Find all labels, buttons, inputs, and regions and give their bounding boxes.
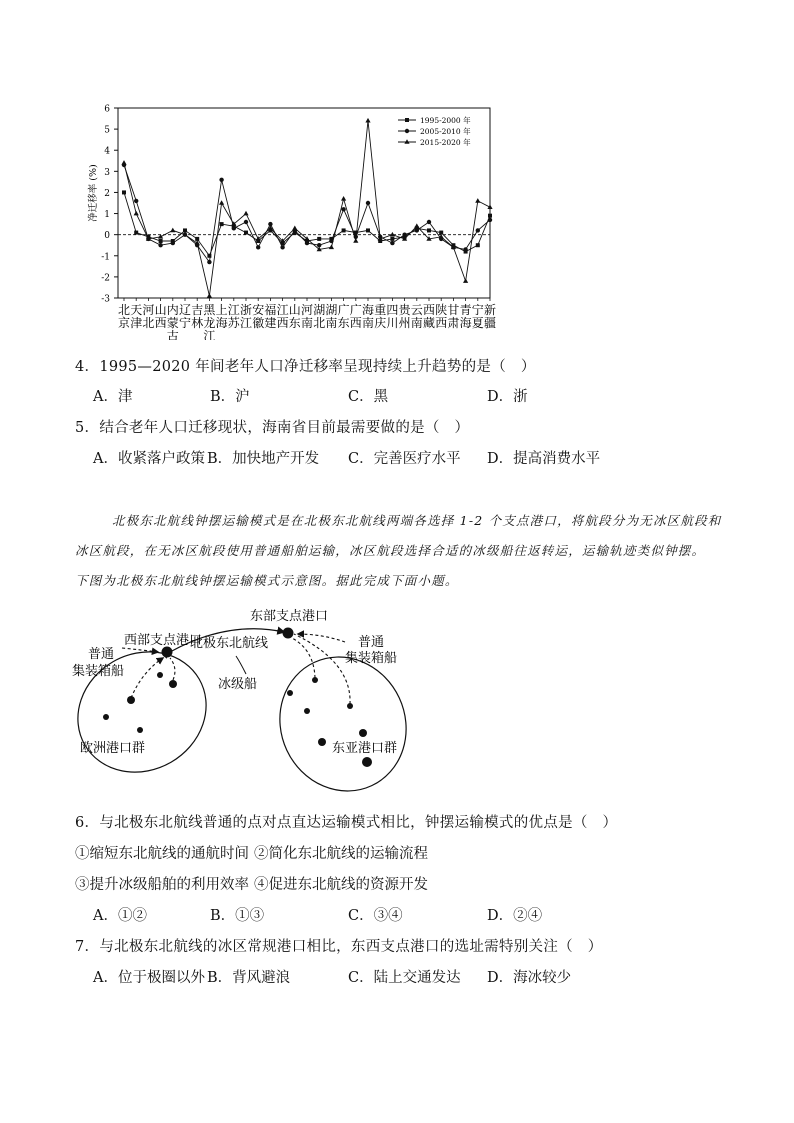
x-tick-label — [240, 302, 252, 330]
x-tick-label-char: 南 — [325, 316, 338, 330]
x-tick-label-char: 辽 — [178, 303, 192, 317]
q5-option-d[interactable]: D．提高消费水平 — [487, 451, 601, 467]
data-point — [305, 241, 309, 245]
data-point — [488, 218, 492, 222]
q4-option-d[interactable]: D．浙 — [487, 389, 528, 405]
x-tick-label-char: 北 — [313, 316, 326, 330]
x-tick-label — [191, 302, 203, 330]
x-tick-label-char: 京 — [117, 316, 131, 330]
x-tick-label — [472, 303, 484, 330]
legend-label: 1995-2000 年 — [420, 116, 471, 125]
east-asia-feeder-path — [292, 638, 315, 678]
q6-statement-2: ②简化东北航线的运输流程 — [254, 846, 428, 862]
y-tick-label: -1 — [101, 252, 110, 263]
data-point — [292, 226, 297, 231]
data-point — [366, 228, 370, 232]
data-point — [475, 198, 480, 203]
question-5-stem: 5．结合老年人口迁移现状，海南省目前最需要做的是（ ） — [75, 420, 470, 436]
europe-feeder-path — [131, 658, 163, 698]
series-line — [124, 165, 490, 262]
x-tick-label-char: 山 — [288, 303, 301, 317]
data-point — [207, 293, 212, 298]
x-tick-label — [460, 302, 472, 330]
question-7-stem: 7．与北极东北航线的冰区常规港口相比，东西支点港口的选址需特别关注（ ） — [75, 939, 603, 955]
east-asia-port-dot — [287, 690, 293, 696]
data-point — [317, 237, 321, 241]
question-4-stem: 4．1995—2020 年间老年人口净迁移率呈现持续上升趋势的是（ ） — [75, 359, 536, 375]
plot-frame — [118, 108, 490, 298]
x-tick-label-char: 贵 — [398, 303, 411, 317]
x-tick-label-char: 吉 — [191, 303, 204, 317]
x-tick-label-char: 建 — [264, 316, 277, 330]
x-tick-label-char: 津 — [130, 316, 143, 330]
q4-option-b[interactable]: B．沪 — [210, 389, 250, 405]
y-tick-label: -2 — [101, 273, 110, 284]
x-tick-label-char: 东 — [288, 316, 301, 330]
x-tick-label-char: 云 — [410, 303, 423, 317]
passage-line-1: 北极东北航线钟摆运输模式是在北极东北航线两端各选择 1-2 个支点港口，将航段分为无冰区航段和 — [112, 513, 722, 528]
x-tick-label-char: 龙 — [203, 316, 216, 330]
x-tick-label — [399, 302, 412, 330]
q6-statement-1: ①缩短东北航线的通航时间 — [75, 846, 249, 862]
data-point — [170, 228, 175, 233]
question-6-stem: 6．与北极东北航线普通的点对点直达运输模式相比，钟摆运输模式的优点是（ ） — [75, 815, 618, 831]
x-tick-label-char: 江 — [203, 329, 216, 340]
x-tick-label-char: 西 — [154, 316, 167, 330]
y-tick-label: 1 — [104, 210, 110, 221]
data-point — [341, 207, 345, 211]
x-tick-label — [118, 303, 130, 330]
x-tick-label-char: 肃 — [447, 316, 460, 330]
q6-option-c[interactable]: C．③④ — [348, 908, 403, 924]
x-tick-label-char: 内 — [166, 303, 179, 317]
x-tick-label-char: 北 — [117, 303, 131, 317]
europe-port-cluster-outline — [60, 629, 228, 795]
x-tick-label-char: 江 — [227, 303, 240, 317]
x-tick-label-char: 天 — [130, 303, 143, 317]
q6-option-d[interactable]: D．②④ — [487, 908, 543, 924]
series-line — [124, 192, 490, 255]
data-point — [121, 160, 126, 165]
x-tick-label — [228, 303, 241, 330]
x-tick-label — [325, 302, 337, 330]
y-tick-label: 5 — [104, 125, 110, 136]
x-tick-label-char: 海 — [361, 303, 375, 317]
x-tick-label — [289, 303, 301, 330]
europe-port-dot — [169, 680, 177, 688]
data-point — [244, 231, 248, 235]
x-tick-label-char: 徽 — [252, 316, 265, 330]
right-ordinary-ship-label-2: 集装箱船 — [345, 651, 398, 666]
x-tick-label — [313, 302, 325, 330]
data-point — [243, 211, 248, 216]
x-tick-label-char: 南 — [361, 316, 375, 330]
x-tick-label-char: 西 — [276, 316, 289, 330]
x-tick-label-char: 南 — [300, 316, 314, 330]
legend-label: 2005-2010 年 — [420, 127, 471, 136]
x-tick-label-char: 河 — [142, 303, 155, 317]
x-tick-label-char: 浙 — [239, 303, 253, 317]
data-point — [329, 245, 334, 250]
east-asia-port-dot — [362, 757, 372, 767]
x-tick-label-char: 海 — [215, 316, 228, 330]
y-tick-label: 4 — [104, 146, 110, 157]
passage-line-2: 冰区航段，在无冰区航段使用普通船舶运输，冰区航段选择合适的冰级船往返转运，运输轨迹类似钟摆。 — [75, 543, 706, 558]
europe-port-dot — [137, 727, 143, 733]
y-axis-label: 净迁移率 (%) — [88, 164, 99, 222]
data-point — [183, 228, 187, 232]
x-tick-label-char: 湖 — [325, 303, 338, 317]
x-tick-label — [411, 303, 423, 330]
data-point — [341, 196, 346, 201]
west-support-port-label: 西部支点港口 — [124, 633, 203, 648]
x-tick-label-char: 林 — [191, 316, 204, 330]
q7-option-b[interactable]: B．背风避浪 — [207, 970, 291, 986]
x-tick-label — [277, 303, 289, 330]
x-tick-label-char: 重 — [374, 303, 387, 317]
x-tick-label-char: 江 — [276, 303, 289, 317]
data-point — [414, 223, 419, 228]
legend-marker — [405, 129, 409, 133]
x-tick-label-char: 宁 — [471, 303, 484, 317]
q5-option-a[interactable]: A．收紧落户政策 — [93, 451, 205, 467]
q6-option-b[interactable]: B．①③ — [210, 908, 265, 924]
x-tick-label-char: 东 — [337, 316, 350, 330]
x-tick-label — [179, 303, 191, 330]
legend-marker — [405, 118, 409, 122]
legend-label: 2015-2020 年 — [420, 138, 471, 147]
data-point — [256, 245, 260, 249]
x-tick-label-char: 新 — [483, 303, 497, 317]
q5-option-b[interactable]: B．加快地产开发 — [207, 451, 320, 467]
passage-line-3: 下图为北极东北航线钟摆运输模式示意图。据此完成下面小题。 — [75, 573, 459, 588]
data-point — [122, 190, 126, 194]
data-point — [390, 232, 395, 237]
data-point — [427, 228, 431, 232]
x-tick-label-char: 山 — [154, 303, 167, 317]
x-tick-label — [167, 302, 179, 340]
x-tick-label-char: 苏 — [227, 316, 240, 330]
x-tick-label-char: 四 — [386, 303, 399, 317]
x-tick-label-char: 安 — [252, 303, 265, 317]
x-tick-label-char: 夏 — [471, 316, 484, 330]
q6-statement-4: ④促进东北航线的资源开发 — [254, 877, 428, 893]
x-tick-label — [386, 303, 398, 330]
data-point — [463, 278, 468, 283]
route-label: 北极东北航线 — [190, 636, 269, 651]
data-point — [219, 200, 224, 205]
x-tick-label — [203, 303, 216, 340]
east-asia-port-cluster-label: 东亚港口群 — [332, 741, 398, 756]
ice-ship-pointer — [236, 656, 246, 674]
x-tick-label-char: 南 — [410, 316, 423, 330]
x-tick-label-char: 陕 — [435, 303, 448, 317]
data-point — [463, 247, 467, 251]
data-point — [134, 211, 139, 216]
data-point — [134, 231, 138, 235]
x-tick-label — [423, 303, 435, 330]
east-asia-port-dot — [318, 738, 326, 746]
data-point — [171, 241, 175, 245]
legend-marker — [404, 139, 409, 144]
europe-feeder-path — [170, 658, 175, 680]
x-tick-label-char: 黑 — [203, 303, 216, 317]
data-point — [280, 245, 284, 249]
x-tick-label — [264, 303, 276, 330]
x-tick-label-char: 广 — [337, 303, 350, 317]
data-point — [220, 222, 224, 226]
x-tick-label-char: 广 — [349, 303, 362, 317]
x-tick-label — [362, 303, 374, 330]
x-tick-labels — [118, 302, 496, 340]
series-1 — [122, 190, 492, 257]
data-point — [365, 118, 370, 123]
x-tick-label — [301, 303, 313, 330]
x-tick-label-char: 湖 — [313, 303, 326, 317]
x-tick-label-char: 西 — [422, 303, 436, 317]
data-point — [439, 231, 443, 235]
y-tick-label: 2 — [104, 188, 110, 199]
data-point — [390, 241, 394, 245]
x-tick-label-char: 福 — [264, 303, 277, 317]
ice-ship-label: 冰级船 — [218, 677, 258, 692]
left-ordinary-ship-label-1: 普通 — [88, 647, 115, 662]
x-tick-label-char: 川 — [386, 316, 399, 330]
q4-option-c[interactable]: C．黑 — [348, 389, 389, 405]
x-tick-label-char: 河 — [300, 303, 314, 317]
x-tick-label-char: 甘 — [447, 303, 460, 317]
data-point — [219, 178, 223, 182]
x-tick-label — [155, 303, 167, 330]
europe-port-cluster-label: 欧洲港口群 — [80, 741, 146, 756]
east-asia-port-dot — [304, 708, 310, 714]
data-point — [476, 243, 480, 247]
east-support-port-label: 东部支点港口 — [250, 609, 329, 624]
x-tick-label-char: 宁 — [178, 316, 192, 330]
x-tick-label — [374, 302, 386, 330]
legend-entry — [398, 126, 471, 136]
data-point — [342, 228, 346, 232]
data-point — [390, 237, 394, 241]
x-tick-label-char: 西 — [435, 316, 448, 330]
x-tick-label-char: 北 — [142, 316, 155, 330]
east-asia-port-dot — [359, 729, 367, 737]
x-tick-label-char: 古 — [166, 329, 179, 340]
data-point — [207, 260, 211, 264]
x-tick-label-char: 西 — [349, 316, 362, 330]
left-ordinary-ship-label-2: 集装箱船 — [72, 664, 125, 679]
data-point — [244, 220, 248, 224]
y-tick-label: 3 — [104, 167, 110, 178]
europe-port-dot — [157, 672, 163, 678]
q5-option-c[interactable]: C．完善医疗水平 — [348, 451, 461, 467]
data-point — [476, 228, 480, 232]
data-point — [232, 226, 236, 230]
q6-statement-3: ③提升冰级船舶的利用效率 — [75, 877, 249, 893]
q4-option-a[interactable]: A．津 — [93, 389, 133, 405]
x-tick-label — [350, 302, 362, 330]
legend-entry — [398, 115, 471, 125]
x-tick-label-char: 疆 — [483, 316, 497, 330]
west-support-port-dot — [162, 647, 173, 658]
legend-entry — [398, 137, 471, 147]
x-tick-label — [435, 302, 447, 330]
q7-option-a[interactable]: A．位于极圈以外 — [93, 970, 205, 986]
x-tick-label — [130, 303, 142, 330]
x-tick-label — [252, 302, 264, 330]
q6-option-a[interactable]: A．①② — [93, 908, 147, 924]
x-tick-label — [447, 302, 459, 330]
data-point — [134, 199, 138, 203]
x-tick-label-char: 江 — [239, 316, 253, 330]
data-point — [488, 214, 492, 218]
europe-port-dot — [103, 714, 109, 720]
data-point — [366, 201, 370, 205]
x-tick-label-char: 蒙 — [166, 316, 179, 330]
y-tick-label: -3 — [101, 294, 110, 305]
x-tick-label-char: 庆 — [374, 316, 387, 330]
y-tick-label: 6 — [104, 104, 110, 115]
pendulum-transport-diagram — [60, 600, 420, 800]
x-tick-label — [142, 303, 154, 330]
x-tick-label-char: 藏 — [422, 316, 436, 330]
right-ordinary-ship-label-1: 普通 — [358, 635, 385, 650]
x-tick-label-char: 青 — [459, 303, 472, 317]
data-point — [415, 228, 419, 232]
series-2 — [122, 163, 492, 265]
x-tick-label-char: 上 — [215, 303, 228, 317]
y-tick-label: 0 — [104, 231, 110, 242]
data-point — [195, 237, 199, 241]
data-point — [158, 243, 162, 247]
q7-option-c[interactable]: C．陆上交通发达 — [348, 970, 461, 986]
x-tick-label-char: 海 — [459, 316, 472, 330]
x-tick-label — [216, 302, 228, 330]
q7-option-d[interactable]: D．海冰较少 — [487, 970, 572, 986]
chart-legend — [398, 115, 471, 147]
data-point — [159, 239, 163, 243]
data-point — [427, 220, 431, 224]
x-tick-label — [484, 303, 496, 330]
data-point — [353, 238, 358, 243]
east-support-port-dot — [283, 628, 294, 639]
right-ordinary-ship-arrow — [298, 634, 345, 642]
x-tick-label-char: 州 — [398, 316, 411, 330]
migration-rate-line-chart — [0, 0, 794, 340]
x-tick-label — [338, 302, 350, 330]
